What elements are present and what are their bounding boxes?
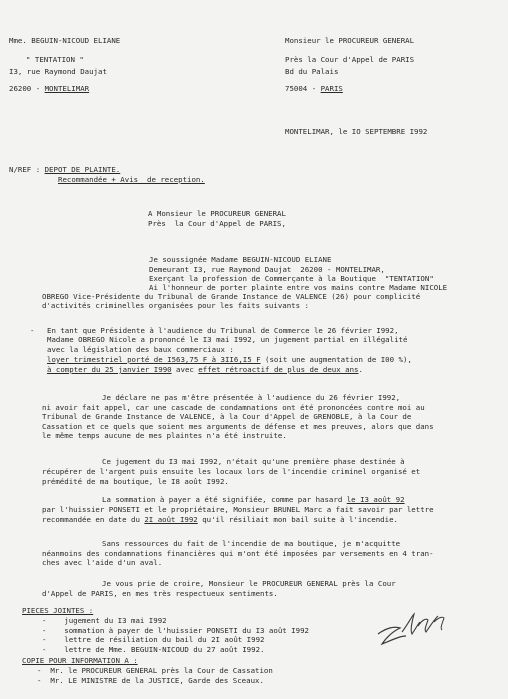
effet-underlined: effet rétroactif de plus de deux ans — [198, 365, 359, 374]
bullet-line: Madame OBREGO Nicole a prononcé le I3 mai I992, un jugement partial en illégalité — [47, 335, 408, 344]
sender-shop: " TENTATION " — [26, 55, 84, 64]
para1-line: ni avoir fait appel, car une cascade de condamnations ont été prononcées contre moi au — [42, 403, 425, 412]
sender-city: MONTELIMAR — [44, 84, 90, 93]
date-underlined: à compter du 25 janvier I990 — [47, 365, 172, 374]
para4-line: néanmoins des condamnations financières qui m'ont été imposées par versements en 4 tran- — [42, 549, 434, 558]
intro-line: Exerçant la profession de Commerçante à la Boutique "TENTATION" — [149, 274, 434, 283]
recipient-postcode: 75004 - — [285, 84, 321, 93]
ref-mode: Recommandée + Avis de reception. — [58, 175, 205, 184]
intro-line: d'activités criminelles organisées pour les faits suivants : — [42, 301, 309, 310]
ref-subject: DEPOT DE PLAINTE. — [44, 165, 121, 174]
recipient-address: Bd du Palais — [285, 67, 339, 76]
copie-item: - Mr. LE MINISTRE de la JUSTICE, Garde des Sceaux. — [37, 676, 264, 685]
loyer-underlined: loyer trimestriel porté de I563,75 F à 3II6,I5 F — [47, 355, 261, 364]
copie-item: - Mr. le PROCUREUR GENERAL près la Cour de Cassation — [37, 666, 273, 675]
address-line-1: A Monsieur le PROCUREUR GENERAL — [148, 209, 286, 218]
recipient-city: PARIS — [320, 84, 343, 93]
intro-line: Je soussignée Madame BEGUIN-NICOUD ELIANE — [149, 255, 332, 264]
para2-line: Ce jugement du I3 mai I992, n'était qu'une première phase destinée à — [102, 457, 405, 466]
intro-line: Ai l'honneur de porter plainte entre vos mains contre Madame NICOLE — [149, 283, 448, 292]
closing-line: d'Appel de PARIS, en mes très respectueux sentiments. — [42, 589, 278, 598]
bullet-line: avec la législation des baux commerciaux : — [47, 345, 234, 354]
intro-line: OBREGO Vice-Présidente du Tribunal de Grande Instance de VALENCE (26) pour complicité — [42, 292, 421, 301]
para2-line: prémédité de ma boutique, le I8 août I992. — [42, 477, 229, 486]
para4-line: ches avec l'aide d'un aval. — [42, 558, 163, 567]
para3-text: recommandée en date du — [42, 515, 145, 524]
address-line-2: Près la Cour d'Appel de PARIS, — [148, 219, 286, 228]
loyer-rest: (soit une augmentation de I00 %), — [260, 355, 412, 364]
copie-title: COPIE POUR INFORMATION A : — [22, 656, 138, 665]
para1-line: le même temps aucune de mes plaintes n'a été instruite. — [42, 431, 287, 440]
pieces-item: - sommation à payer de l'huissier PONSETI du I3 août I992 — [42, 626, 309, 635]
recipient-court: Près la Cour d'Appel de PARIS — [285, 55, 415, 64]
closing-line: Je vous prie de croire, Monsieur le PROCUREUR GENERAL près la Cour — [102, 579, 396, 588]
sommation-date: le I3 août 92 — [346, 495, 405, 504]
bullet-line — [47, 355, 412, 364]
para3-line: par l'huissier PONSETI et le propriétaire, Monsieur BRUNEL Marc a fait savoir par lettre — [42, 505, 434, 514]
para3-line — [42, 515, 398, 524]
pieces-title: PIECES JOINTES : — [22, 606, 94, 615]
ref-label: N/REF : — [9, 165, 45, 174]
para4-line: Sans ressources du fait de l'incendie de ma boutique, je m'acquitte — [102, 539, 401, 548]
para2-line: récupérer de l'argent puis ensuite les locaux lors de l'incendie criminel organisé et — [42, 467, 421, 476]
pieces-item: - lettre de résiliation du bail du 2I août I992 — [42, 635, 265, 644]
pieces-item: - lettre de Mme. BEGUIN-NICOUD du 27 août I992. — [42, 645, 265, 654]
ref-line — [9, 165, 120, 174]
recipient-city-line — [285, 84, 343, 93]
para3-text: La sommation à payer a été signifiée, comme par hasard — [102, 495, 347, 504]
recipient-title: Monsieur le PROCUREUR GENERAL — [285, 36, 415, 45]
sender-address: I3, rue Raymond Daujat — [9, 67, 107, 76]
resiliation-date: 2I août I992 — [144, 515, 198, 524]
bullet-dash: - — [30, 326, 35, 335]
place-date: MONTELIMAR, le IO SEPTEMBRE I992 — [285, 127, 428, 136]
intro-line: Demeurant I3, rue Raymond Daujat 26200 - MONTELIMAR, — [149, 265, 385, 274]
pieces-item: - jugement du I3 mai I992 — [42, 616, 167, 625]
bullet-line: En tant que Présidente à l'audience du Tribunal de Commerce le 26 février I992, — [47, 326, 399, 335]
bullet-line — [47, 365, 363, 374]
handwritten-signature — [372, 606, 452, 656]
para1-line: Tribunal de Grande Instance de VALENCE, à la Cour d'Appel de GRENOBLE, à la Cour de — [42, 412, 412, 421]
end-punct: . — [358, 365, 363, 374]
para1-line: Cassation et ce quels que soient mes arguments de défense et mes preuves, alors que dans — [42, 422, 434, 431]
connector-text: avec — [171, 365, 199, 374]
para1-line: Je déclare ne pas m'être présentée à l'audience du 26 février I992, — [102, 393, 401, 402]
sender-city-line — [9, 84, 89, 93]
para3-text: qu'il résiliait mon bail suite à l'incendie. — [197, 515, 398, 524]
para3-line — [102, 495, 405, 504]
sender-name: Mme. BEGUIN-NICOUD ELIANE — [9, 36, 121, 45]
sender-postcode: 26200 - — [9, 84, 45, 93]
